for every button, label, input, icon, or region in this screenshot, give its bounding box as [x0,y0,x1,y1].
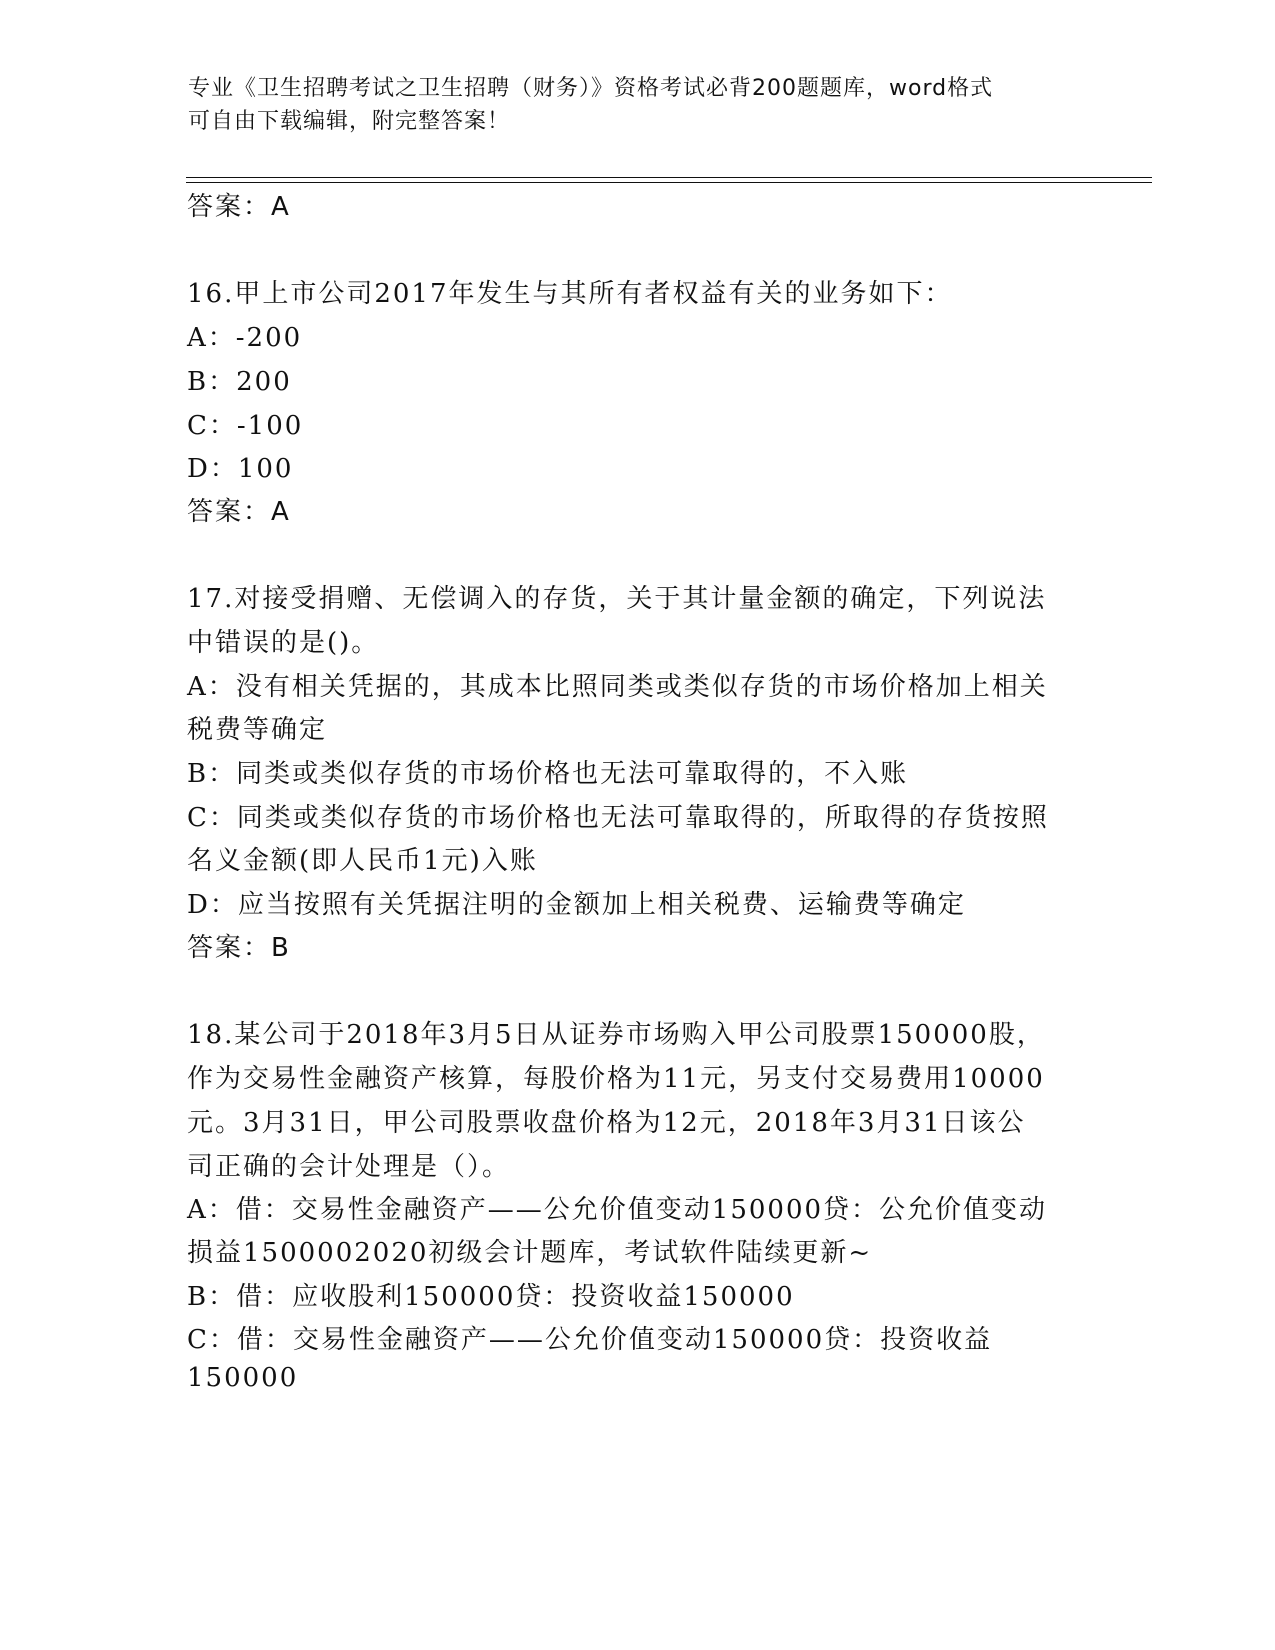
document-header [188,72,1068,138]
question-17-option-d: D：应当按照有关凭据注明的金额加上相关税费、运输费等确定 [187,890,966,920]
question-18-stem-line-4: 司正确的会计处理是（）。 [187,1152,511,1182]
question-16-stem: 16.甲上市公司2017年发生与其所有者权益有关的业务如下： [187,279,953,309]
question-18-stem-line-1: 18.某公司于2018年3月5日从证券市场购入甲公司股票150000股， [187,1020,1045,1050]
question-16-answer: 答案：A [187,497,291,527]
header-line-2: 可自由下载编辑，附完整答案！ [188,109,511,134]
question-18-stem-line-2: 作为交易性金融资产核算，每股价格为11元，另支付交易费用10000 [187,1064,1045,1094]
question-17-stem-line-2: 中错误的是()。 [187,628,380,658]
header-divider-top [186,177,1152,178]
question-16-option-d: D：100 [187,454,294,484]
question-17-answer: 答案：B [187,933,291,963]
question-17-option-c-line-2: 名义金额(即人民币1元)入账 [187,846,538,876]
question-18-option-b: B：借：应收股利150000贷：投资收益150000 [187,1282,795,1312]
question-16-option-a: A：-200 [187,323,303,353]
question-18-option-a-line-1: A：借：交易性金融资产——公允价值变动150000贷：公允价值变动 [187,1195,1048,1225]
question-18-option-a-line-2: 损益1500002020初级会计题库，考试软件陆续更新~ [187,1238,873,1268]
question-17-option-c-line-1: C：同类或类似存货的市场价格也无法可靠取得的，所取得的存货按照 [187,803,1049,833]
header-divider-bottom [186,182,1152,183]
question-18-option-c-line-2: 150000 [187,1363,299,1393]
question-16-option-b: B：200 [187,367,292,397]
question-18-option-c-line-1: C：借：交易性金融资产——公允价值变动150000贷：投资收益 [187,1325,993,1355]
question-16-option-c: C：-100 [187,411,304,441]
question-17-option-b: B：同类或类似存货的市场价格也无法可靠取得的，不入账 [187,759,909,789]
question-17-option-a-line-1: A：没有相关凭据的，其成本比照同类或类似存货的市场价格加上相关 [187,672,1048,702]
question-17-option-a-line-2: 税费等确定 [187,715,328,745]
previous-answer: 答案：A [187,192,291,222]
question-18-stem-line-3: 元。3月31日，甲公司股票收盘价格为12元，2018年3月31日该公 [187,1108,1026,1138]
question-17-stem-line-1: 17.对接受捐赠、无偿调入的存货，关于其计量金额的确定，下列说法 [187,584,1047,614]
header-line-1: 专业《卫生招聘考试之卫生招聘（财务）》资格考试必背200题题库，word格式 [188,76,994,101]
